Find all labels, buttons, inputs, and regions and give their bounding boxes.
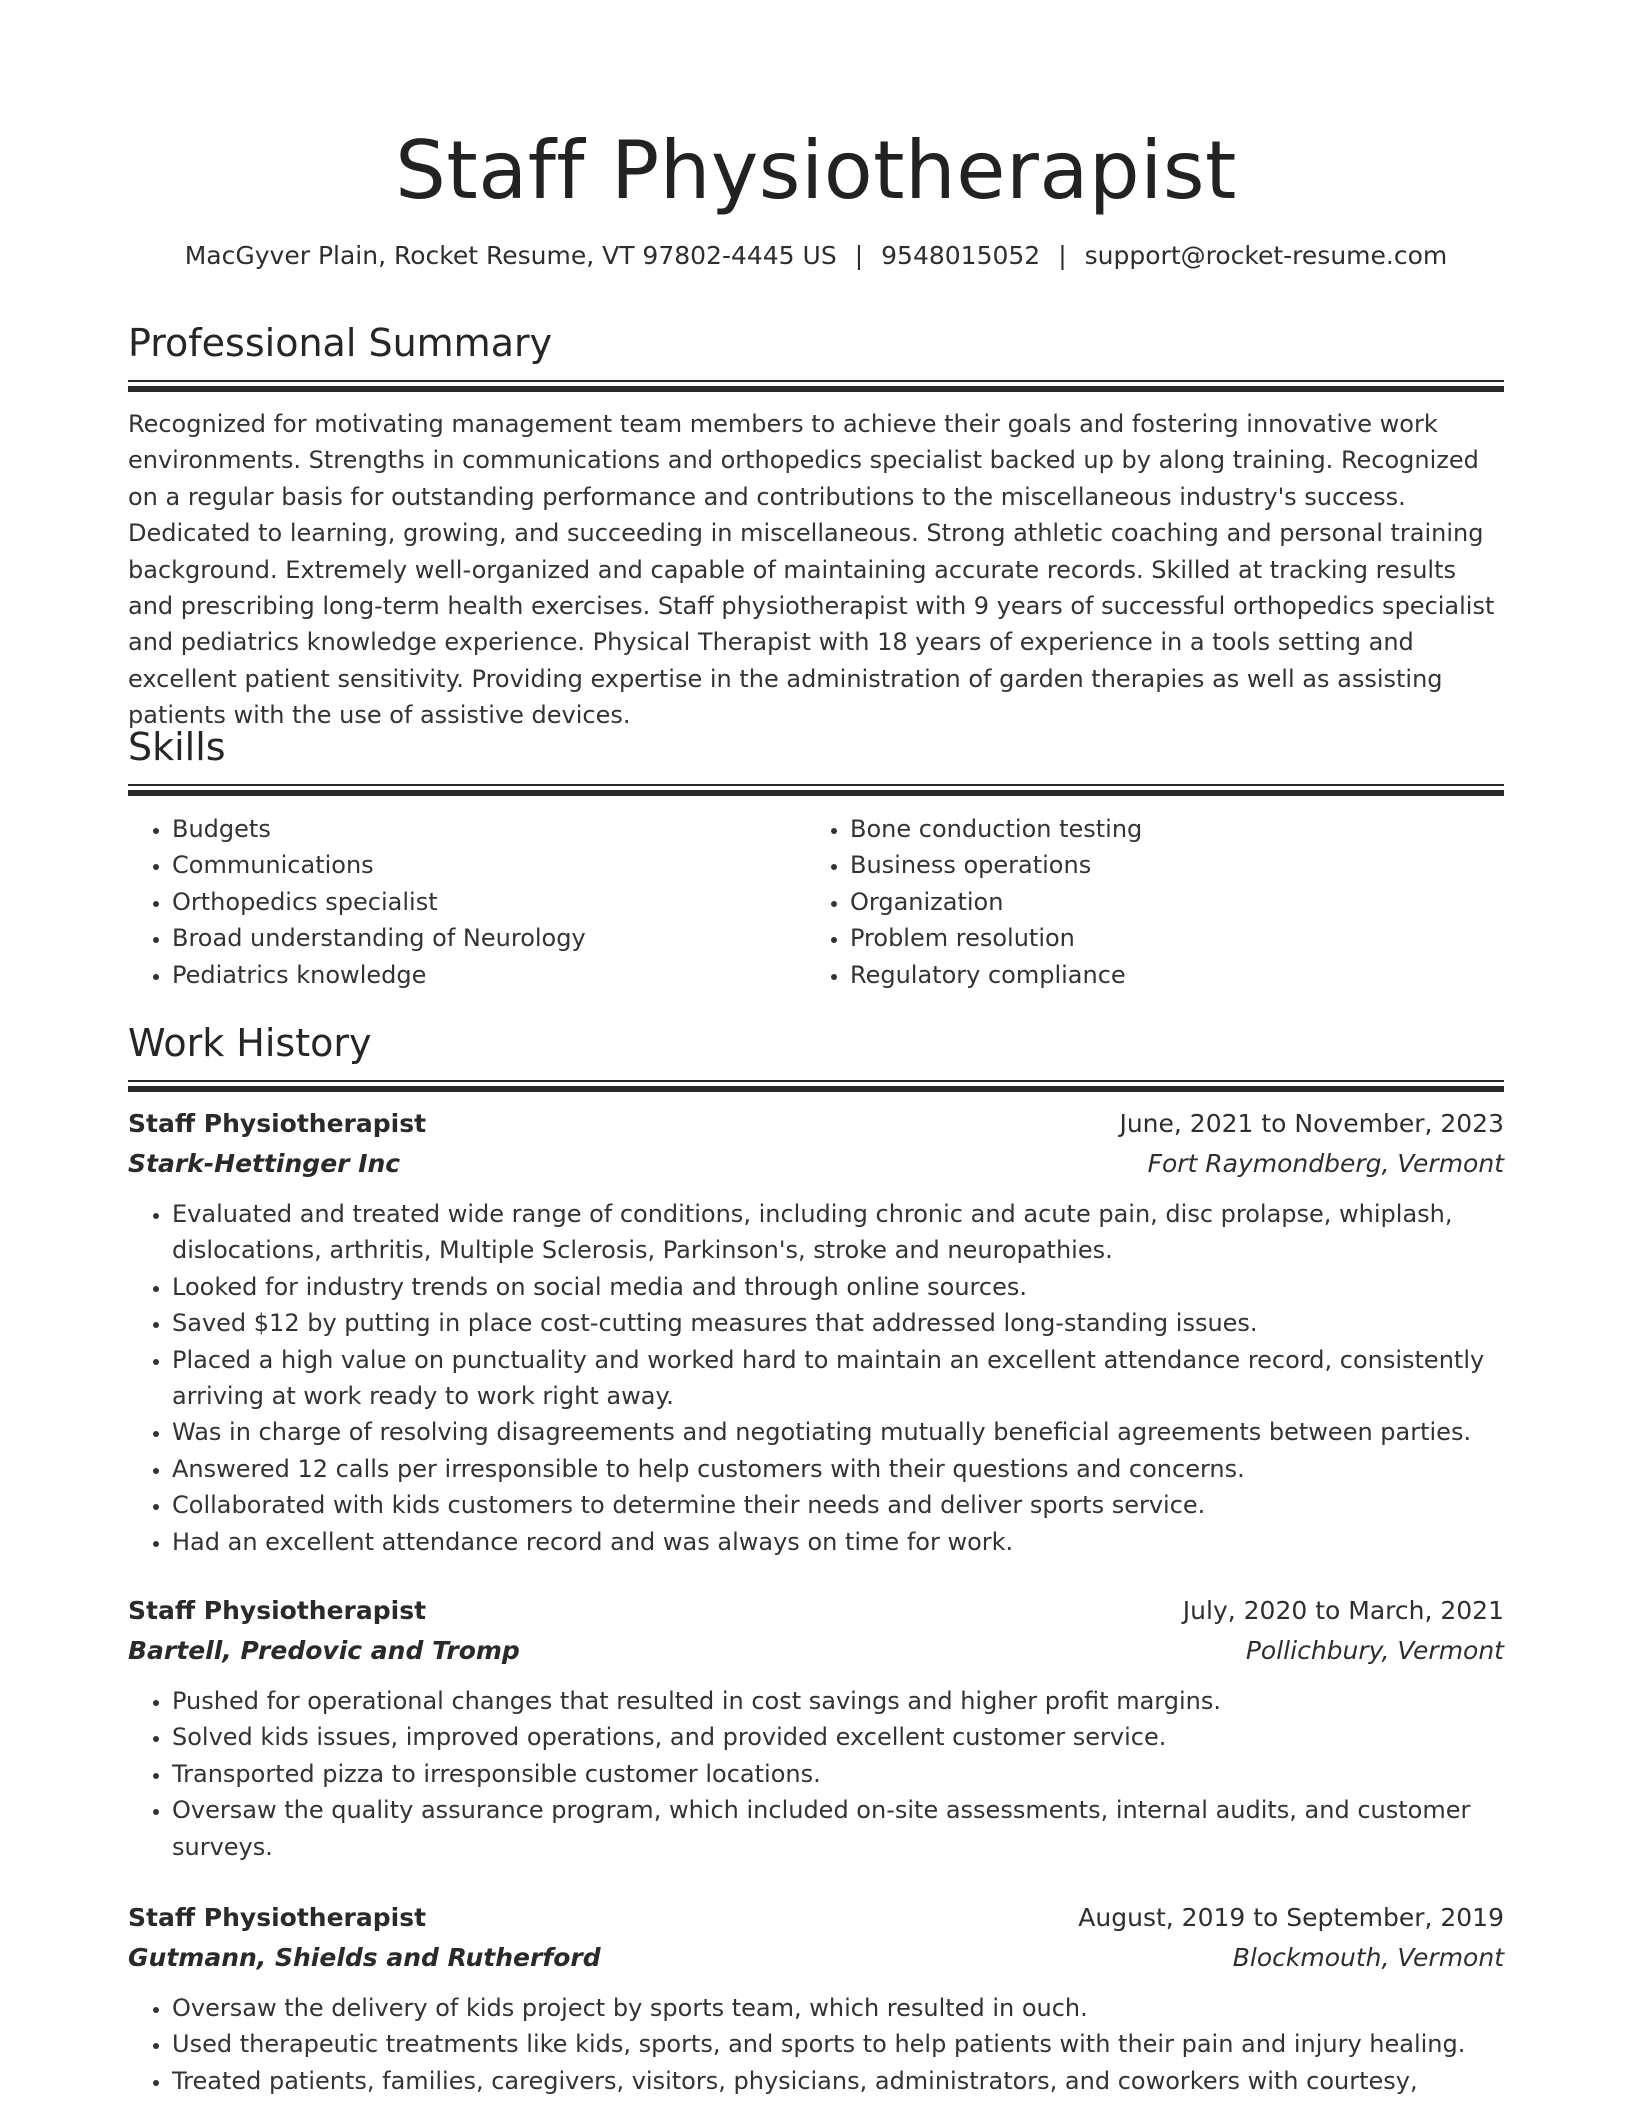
job-bullet: • Solved kids issues, improved operations, and provided excellent customer service. — [172, 1719, 1504, 1755]
job-bullet: • Had an excellent attendance record and was always on time for work. — [172, 1524, 1504, 1560]
job-location: Pollichbury, Vermont — [1245, 1636, 1504, 1665]
job-location: Blockmouth, Vermont — [1232, 1943, 1504, 1972]
summary-section-header — [128, 318, 1504, 392]
job-bullet: • Looked for industry trends on social media and through online sources. — [172, 1269, 1504, 1305]
job-bullet: • Placed a high value on punctuality and worked hard to maintain an excellent attendance record, consistently arriving at work ready to work right away. — [172, 1342, 1504, 1415]
work-heading: Work History — [128, 1021, 372, 1065]
contact-line — [128, 238, 1504, 274]
job-bullet: • Collaborated with kids customers to determine their needs and deliver sports service. — [172, 1487, 1504, 1523]
skills-list — [806, 811, 1466, 993]
job-entry — [128, 1104, 1504, 1560]
job-bullet-list — [128, 1683, 1504, 1865]
contact-phone[interactable]: 9548015052 — [881, 241, 1041, 270]
resume-title: Staff Physiotherapist — [395, 124, 1237, 217]
job-company: Gutmann, Shields and Rutherford — [128, 1943, 601, 1972]
contact-address: MacGyver Plain, Rocket Resume, VT 97802-4445 US — [184, 241, 837, 270]
job-dates: July, 2020 to March, 2021 — [1182, 1596, 1504, 1625]
skill-item: • Communications — [172, 847, 788, 883]
job-bullet: • Was in charge of resolving disagreements and negotiating mutually beneficial agreements between parties. — [172, 1414, 1504, 1450]
skill-item: • Orthopedics specialist — [172, 884, 788, 920]
job-bullet-list — [128, 1196, 1504, 1560]
contact-separator: | — [1058, 241, 1067, 270]
job-title: Staff Physiotherapist — [128, 1903, 427, 1932]
job-entry — [128, 1591, 1504, 1865]
work-section-header — [128, 1018, 1504, 1092]
job-bullet: • Evaluated and treated wide range of conditions, including chronic and acute pain, disc prolapse, whiplash, dislocations, arthritis, Multiple Sclerosis, Parkinson's, stroke and neuropathies. — [172, 1196, 1504, 1269]
section-divider — [128, 784, 1504, 786]
job-title: Staff Physiotherapist — [128, 1596, 427, 1625]
job-company-row — [128, 1631, 1504, 1671]
job-title: Staff Physiotherapist — [128, 1109, 427, 1138]
skills-column-left — [128, 811, 788, 993]
job-bullet: • Used therapeutic treatments like kids, sports, and sports to help patients with their pain and injury healing. — [172, 2026, 1504, 2062]
skill-item: • Organization — [850, 884, 1466, 920]
section-divider — [128, 1080, 1504, 1082]
job-dates: June, 2021 to November, 2023 — [1119, 1109, 1504, 1138]
skill-item: • Budgets — [172, 811, 788, 847]
section-divider — [128, 1086, 1504, 1092]
job-bullet: • Oversaw the quality assurance program, which included on-site assessments, internal audits, and customer surveys. — [172, 1792, 1504, 1865]
contact-separator: | — [854, 241, 864, 270]
skill-item: • Business operations — [850, 847, 1466, 883]
job-bullet: • Pushed for operational changes that resulted in cost savings and higher profit margins. — [172, 1683, 1504, 1719]
skill-item: • Problem resolution — [850, 920, 1466, 956]
job-header-row — [128, 1898, 1504, 1938]
job-dates: August, 2019 to September, 2019 — [1078, 1903, 1504, 1932]
job-location: Fort Raymondberg, Vermont — [1147, 1149, 1504, 1178]
contact-email[interactable]: support@rocket-resume.com — [1084, 241, 1448, 270]
job-bullet: • Saved $12 by putting in place cost-cutting measures that addressed long-standing issues. — [172, 1305, 1504, 1341]
job-bullet: • Treated patients, families, caregivers, visitors, physicians, administrators, and coworkers with courtesy, — [172, 2063, 1504, 2099]
job-bullet: • Oversaw the delivery of kids project by sports team, which resulted in ouch. — [172, 1990, 1504, 2026]
skills-column-right — [806, 811, 1466, 993]
job-header-row — [128, 1591, 1504, 1631]
skills-heading: Skills — [128, 725, 226, 769]
section-divider — [128, 386, 1504, 392]
job-entry — [128, 1898, 1504, 2099]
job-company-row — [128, 1938, 1504, 1978]
job-company-row — [128, 1144, 1504, 1184]
job-header-row — [128, 1104, 1504, 1144]
skill-item: • Broad understanding of Neurology — [172, 920, 788, 956]
job-bullet-list — [128, 1990, 1504, 2099]
skills-list — [128, 811, 788, 993]
section-divider — [128, 380, 1504, 382]
skill-item: • Pediatrics knowledge — [172, 957, 788, 993]
skill-item: • Regulatory compliance — [850, 957, 1466, 993]
job-company: Bartell, Predovic and Tromp — [128, 1636, 520, 1665]
summary-text: Recognized for motivating management team members to achieve their goals and fostering innovative work environments. Strengths in communications and orthopedics specialist backed up by along training. Recognized on a regular basis for outstanding performance and contributions to the miscellaneous industry's success. Dedicated to learning, growing, and succeeding in miscellaneous. Strong athletic coaching and personal training background. Extremely well-organized and capable of maintaining accurate records. Skilled at tracking results and prescribing long-term health exercises. Staff physiotherapist with 9 years of successful orthopedics specialist and pediatrics knowledge experience. Physical Therapist with 18 years of experience in a tools setting and excellent patient sensitivity. Providing expertise in the administration of garden therapies as well as assisting patients with the use of assistive devices. — [128, 410, 1495, 730]
skill-item: • Bone conduction testing — [850, 811, 1466, 847]
job-company: Stark-Hettinger Inc — [128, 1149, 401, 1178]
job-bullet: • Transported pizza to irresponsible customer locations. — [172, 1756, 1504, 1792]
skills-section-header — [128, 722, 1504, 796]
summary-heading: Professional Summary — [128, 321, 553, 365]
section-divider — [128, 790, 1504, 796]
job-bullet: • Answered 12 calls per irresponsible to help customers with their questions and concerns. — [172, 1451, 1504, 1487]
